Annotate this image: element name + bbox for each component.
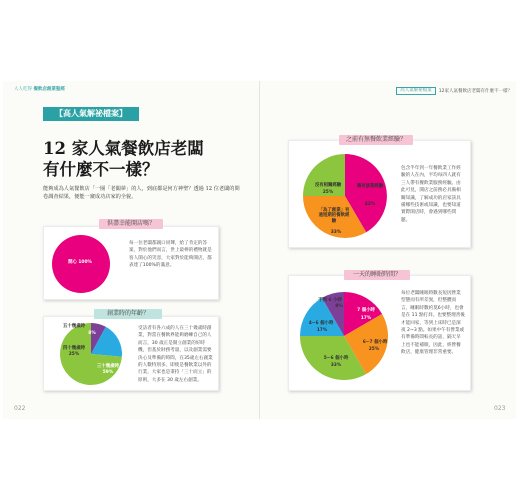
title-line-2: 有什麼不一樣？ xyxy=(43,160,159,179)
chart-desc-q4: 每位老闆睡眠時數長短因營業型態而有所差異，但整體而言，睡眠時數約莫6小時，也會是在 11 點打烊。也要整理善後才能回家，等到上床時已是深夜 2~3 點。如果中午有營業或有準備時間較長的話，隔天早上也不能補眠，因此，經營餐飲店，健康管理非常重要。 xyxy=(401,291,465,356)
pie-pct-under-6h: 8% xyxy=(335,304,343,309)
title-line-1: 12 家人氣餐飲店老闆 xyxy=(43,139,204,158)
pie-label-has-experience: 擁有該業經驗 xyxy=(356,184,384,189)
pie-label-no-experience: 沒有相關經驗 xyxy=(314,183,342,188)
pie-label-under-6h: 不到 6 小時 xyxy=(318,298,342,303)
pie-pct-7h: 17% xyxy=(360,316,372,321)
pie-label-7h: 7 個小時 xyxy=(357,308,375,313)
header-right-tag: 高人氣解祕檔案 xyxy=(396,87,436,95)
pie-pct-50s: 8% xyxy=(88,331,96,336)
gutter-line xyxy=(259,81,260,419)
running-header-right xyxy=(396,86,512,95)
pie-label-6-7h: 6~7 個小時 xyxy=(362,340,388,345)
pie-pct-no-experience: 25% xyxy=(322,190,334,195)
pie-label-30s: 三十幾歲時 xyxy=(97,364,119,369)
chart-title-q1: 供盡幸能開店嗎？ xyxy=(99,219,163,229)
pie-pct-6-7h: 25% xyxy=(368,347,380,352)
intro-paragraph: 能夠成為人氣餐飲店「一圈「老闆夢」的人，到底都是何方神聖？透過 12 位老闆的問卷調查結果，便能一窺成功店家的全貌。 xyxy=(43,186,240,201)
chart-title-q3: 之前有無餐飲業經驗？ xyxy=(339,135,413,145)
chart-desc-q3: 包含半年到一年餐飲業工作經驗的人在內，平均每四人就有三人帶有餐飲業服務經驗。由此可見，開店之前務必具備相關知識，了解成功的店家該具備哪些技術或知識，也要知道實際開店時，會遇到哪些問題。 xyxy=(401,166,461,223)
pie-pct-30s: 59% xyxy=(102,370,114,375)
pie-pct-40s: 25% xyxy=(68,352,80,357)
chart-desc-q2: 受訪者有各六成的人在三十幾歲時創業，對當在餐飲界能夠磨練自己的人而言，30 歲正是開立創業的好時機，但基於財務考量，以及創業需要決心及準備的時間，在35歲左右創業的人數特別多。即使是餐飲業以外的行業，大家也是秉持「三十而立」的原則，大多在 30 歲左右創業。 xyxy=(138,326,213,383)
pie-pct-5-6h: 33% xyxy=(330,363,342,368)
header-left-bold: 餐飲店創業聖經 xyxy=(33,87,65,92)
page-title xyxy=(43,138,204,180)
page-number-left: 022 xyxy=(14,405,26,412)
pie-label-happy: 開心 100% xyxy=(68,260,92,265)
pie-pct-has-experience: 42% xyxy=(364,202,376,207)
section-tag: 【高人氣解祕檔案】 xyxy=(43,107,139,121)
chart-title-q4: 一天的睡眠時間？ xyxy=(344,270,410,280)
pie-label-40s: 四十幾歲時 xyxy=(63,346,85,351)
page-number-right: 023 xyxy=(494,405,506,412)
pie-pct-short-experience: 33% xyxy=(330,230,342,235)
pie-label-50s: 五十幾歲時 xyxy=(63,324,85,329)
chart-desc-q1: 每一位老闆都親口同聲，給了肯定的答案，對於他們而言，世上最棒的禮物就是客人開心的笑容，大家對於能夠開店，都表達了100%的滿意。 xyxy=(129,241,212,269)
pie-label-short-experience: 「為了創業」有過短期的餐飲經驗 xyxy=(318,208,350,224)
pie-label-4-6h: 4~6 個小時 xyxy=(308,321,334,326)
header-right-text: 12家人氣餐飲店老闆有什麼不一樣？ xyxy=(438,88,512,94)
chart-title-q2: 創業時的年齡？ xyxy=(94,309,162,319)
running-header-left xyxy=(14,86,65,92)
pie-label-5-6h: 5~6 個小時 xyxy=(323,356,349,361)
pie-pct-4-6h: 17% xyxy=(316,328,328,333)
header-left-text: 人人吃得 xyxy=(14,87,32,92)
